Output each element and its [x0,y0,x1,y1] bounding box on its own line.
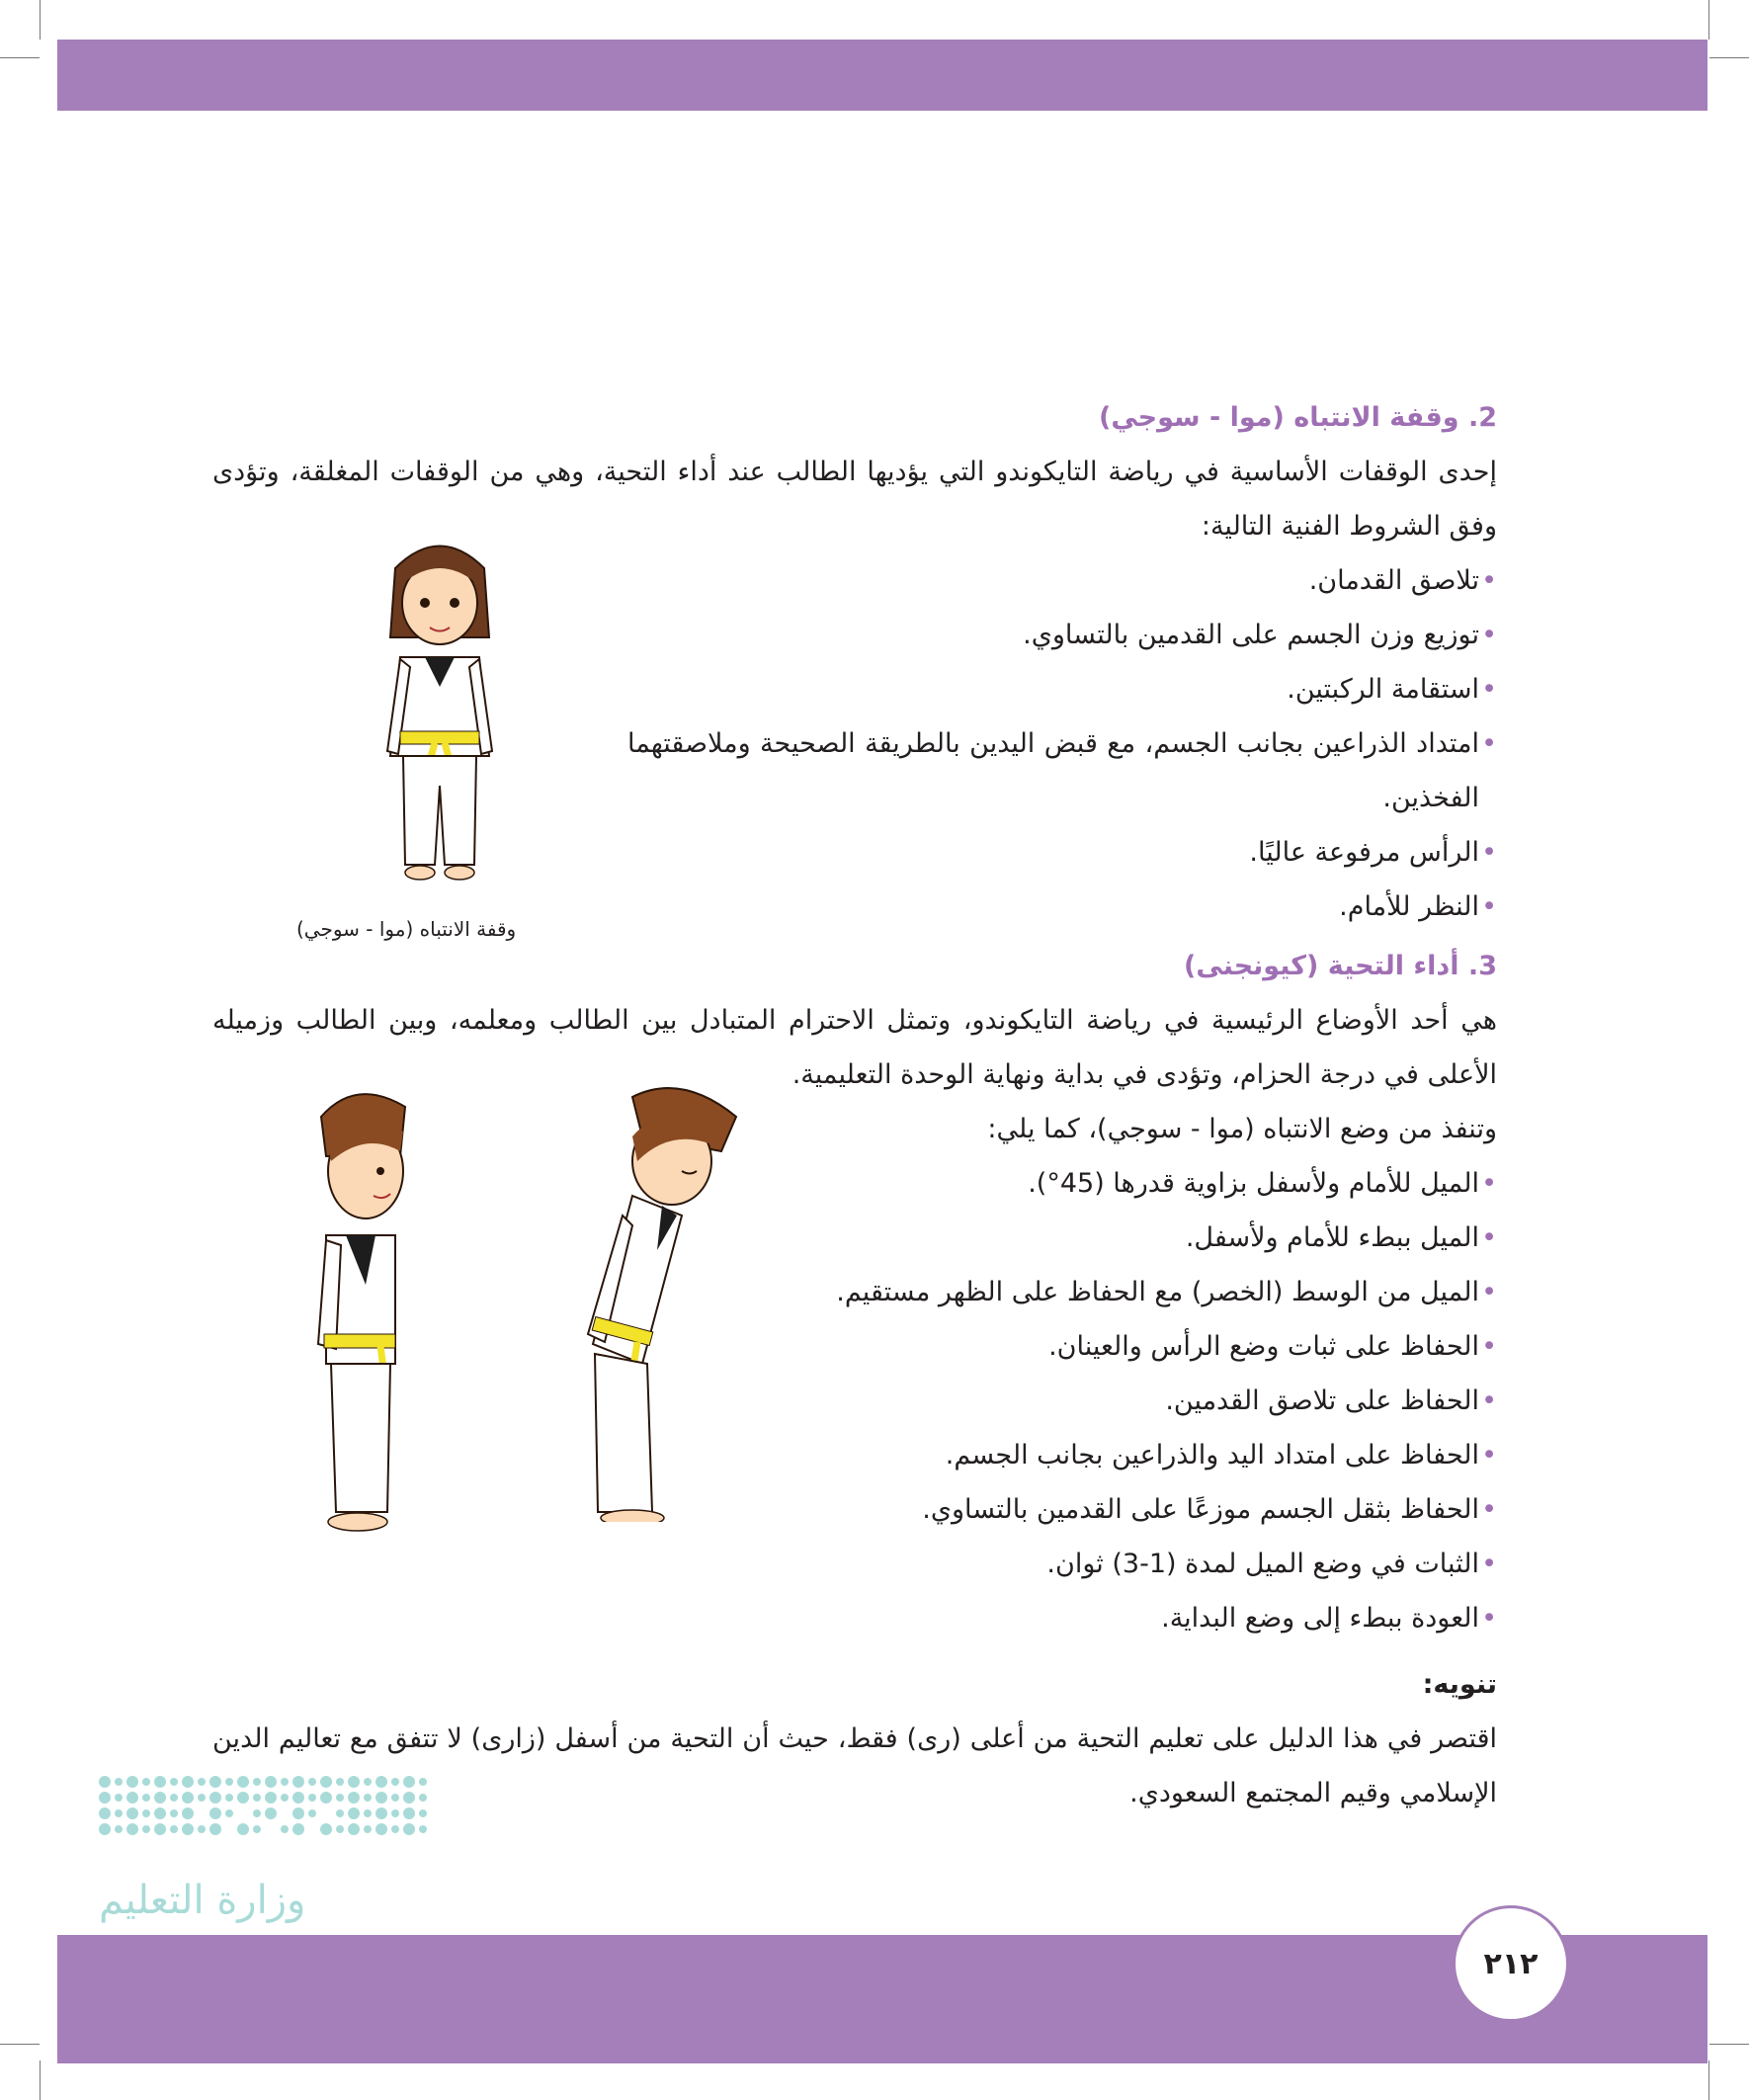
logo-dot [419,1794,427,1802]
header-band [57,40,1707,111]
logo-dot [237,1776,249,1788]
logo-dot [170,1825,178,1833]
logo-dot [375,1823,387,1835]
logo-dot [182,1792,194,1804]
list-item: • الميل للأمام ولأسفل بزاوية قدرها (45°). [627,1156,1497,1211]
crop-mark [1709,57,1749,58]
list-item: • توزيع وزن الجسم على القدمين بالتساوي. [627,608,1497,662]
logo-dot [308,1794,316,1802]
logo-dot [253,1778,261,1786]
logo-dot [237,1792,249,1804]
logo-dot [292,1792,304,1804]
logo-dot [99,1792,111,1804]
logo-dot [403,1807,415,1819]
ministry-name: وزارة التعليم [99,1878,306,1923]
list-item: • امتداد الذراعين بجانب الجسم، مع قبض اليدين بالطريقة الصحيحة وملاصقتهما الفخذين. [627,716,1497,825]
logo-dot [281,1825,289,1833]
logo-dot [99,1823,111,1835]
logo-dot [281,1778,289,1786]
list-item: • الثبات في وضع الميل لمدة (1-3) ثوان. [627,1537,1497,1591]
logo-dot [182,1807,194,1819]
list-item: • النظر للأمام. [627,880,1497,934]
crop-mark [1709,2044,1749,2045]
logo-dot [99,1807,111,1819]
logo-dot [253,1794,261,1802]
logo-dot [209,1823,221,1835]
logo-dot [320,1823,332,1835]
section-3-list [627,1102,1497,1645]
crop-mark [1708,2060,1709,2100]
logo-dot [336,1809,344,1817]
logo-dot [348,1776,360,1788]
section-2-heading: 2. وقفة الانتباه (موا - سوجي) [1099,402,1497,433]
list-item: • الحفاظ بثقل الجسم موزعًا على القدمين بالتساوي. [627,1482,1497,1537]
logo-dot [391,1778,399,1786]
section-3 [212,939,1497,1102]
list-item: • الحفاظ على تلاصق القدمين. [627,1374,1497,1428]
logo-dot [237,1823,249,1835]
logo-dot [142,1778,150,1786]
logo-dot [265,1792,277,1804]
crop-mark [40,0,41,40]
logo-dot [348,1792,360,1804]
logo-dot [170,1794,178,1802]
list-item: • الحفاظ على ثبات وضع الرأس والعينان. [627,1319,1497,1374]
logo-dot [182,1823,194,1835]
crop-mark [0,57,40,58]
logo-dot [391,1809,399,1817]
page-number: ٢١٢ [1453,1905,1569,2022]
logo-dot [320,1792,332,1804]
boy-standing-illustration [296,1087,435,1542]
logo-dot [209,1776,221,1788]
section-3-lead: وتنفذ من وضع الانتباه (موا - سوجي)، كما يلي: [987,1114,1497,1144]
logo-dot [336,1794,344,1802]
boy-bowing-illustration [534,1077,751,1522]
logo-dot [182,1776,194,1788]
logo-dot [225,1809,233,1817]
logo-dot [364,1809,372,1817]
logo-dot [154,1792,166,1804]
section-3-intro: هي أحد الأوضاع الرئيسية في رياضة التايكوندو، وتمثل الاحترام المتبادل بين الطالب ومعلمه، وبين الطالب وزميله الأعلى في درجة الحزام، وتؤدى في بداية ونهاية الوحدة التعليمية. [212,1005,1497,1090]
logo-dot [99,1776,111,1788]
logo-dot [320,1776,332,1788]
logo-dot [126,1776,138,1788]
logo-dot [126,1823,138,1835]
logo-dot [126,1807,138,1819]
logo-dot [225,1794,233,1802]
logo-dot [281,1794,289,1802]
logo-dot [308,1809,316,1817]
section-3-heading: 3. أداء التحية (كيونجنى) [1184,951,1497,981]
logo-dot [142,1825,150,1833]
logo-dot [142,1809,150,1817]
logo-dot [403,1792,415,1804]
logo-dot [292,1807,304,1819]
logo-dot [209,1807,221,1819]
section-2-list [627,553,1497,934]
logo-dot [115,1825,123,1833]
list-item: • تلاصق القدمان. [627,553,1497,608]
logo-dot [348,1823,360,1835]
logo-dot [292,1776,304,1788]
logo-dot [225,1778,233,1786]
logo-dot [336,1825,344,1833]
logo-dot [403,1823,415,1835]
logo-dot [253,1825,261,1833]
logo-dot [419,1825,427,1833]
logo-dot [154,1776,166,1788]
image-caption: وقفة الانتباه (موا - سوجي) [296,917,517,941]
logo-dot [115,1794,123,1802]
logo-dot [198,1825,206,1833]
logo-dot [419,1809,427,1817]
logo-dot [375,1807,387,1819]
logo-dot [265,1807,277,1819]
logo-dot [115,1809,123,1817]
logo-dot [364,1778,372,1786]
logo-dot [253,1809,261,1817]
list-item: • الرأس مرفوعة عاليًا. [627,825,1497,880]
list-item: • استقامة الركبتين. [627,662,1497,716]
list-item: • العودة ببطء إلى وضع البداية. [627,1591,1497,1645]
note-text: اقتصر في هذا الدليل على تعليم التحية من أعلى (رى) فقط، حيث أن التحية من أسفل (زارى) لا تتفق مع تعاليم الدين الإسلامي وقيم المجتمع السعودي. [212,1723,1497,1808]
logo-dot [198,1794,206,1802]
logo-dot [364,1825,372,1833]
note-title: تنويه: [1422,1669,1497,1700]
logo-dot [154,1807,166,1819]
logo-dot [198,1778,206,1786]
logo-dot [170,1809,178,1817]
logo-dot [126,1792,138,1804]
logo-dot [308,1778,316,1786]
crop-mark [0,2044,40,2045]
logo-dot [419,1778,427,1786]
list-item: • الميل من الوسط (الخصر) مع الحفاظ على الظهر مستقيم. [627,1265,1497,1319]
crop-mark [40,2060,41,2100]
logo-dot [170,1778,178,1786]
list-item: • الميل ببطء للأمام ولأسفل. [627,1211,1497,1265]
logo-dot [265,1776,277,1788]
logo-dot [403,1776,415,1788]
logo-dot [142,1794,150,1802]
logo-dot [364,1794,372,1802]
logo-dot [348,1807,360,1819]
crop-mark [1708,0,1709,40]
girl-attention-stance-illustration [366,529,514,889]
logo-dot [115,1778,123,1786]
logo-dot [391,1794,399,1802]
logo-dot [375,1792,387,1804]
logo-dot [154,1823,166,1835]
logo-dot [391,1825,399,1833]
logo-dot [209,1792,221,1804]
ministry-logo-dots [97,1774,453,1853]
logo-dot [375,1776,387,1788]
logo-dot [292,1823,304,1835]
section-2-intro: إحدى الوقفات الأساسية في رياضة التايكوندو التي يؤديها الطالب عند أداء التحية، وهي من الوقفات المغلقة، وتؤدى وفق الشروط الفنية التالية: [212,457,1497,542]
logo-dot [336,1778,344,1786]
list-item: • الحفاظ على امتداد اليد والذراعين بجانب الجسم. [627,1428,1497,1482]
